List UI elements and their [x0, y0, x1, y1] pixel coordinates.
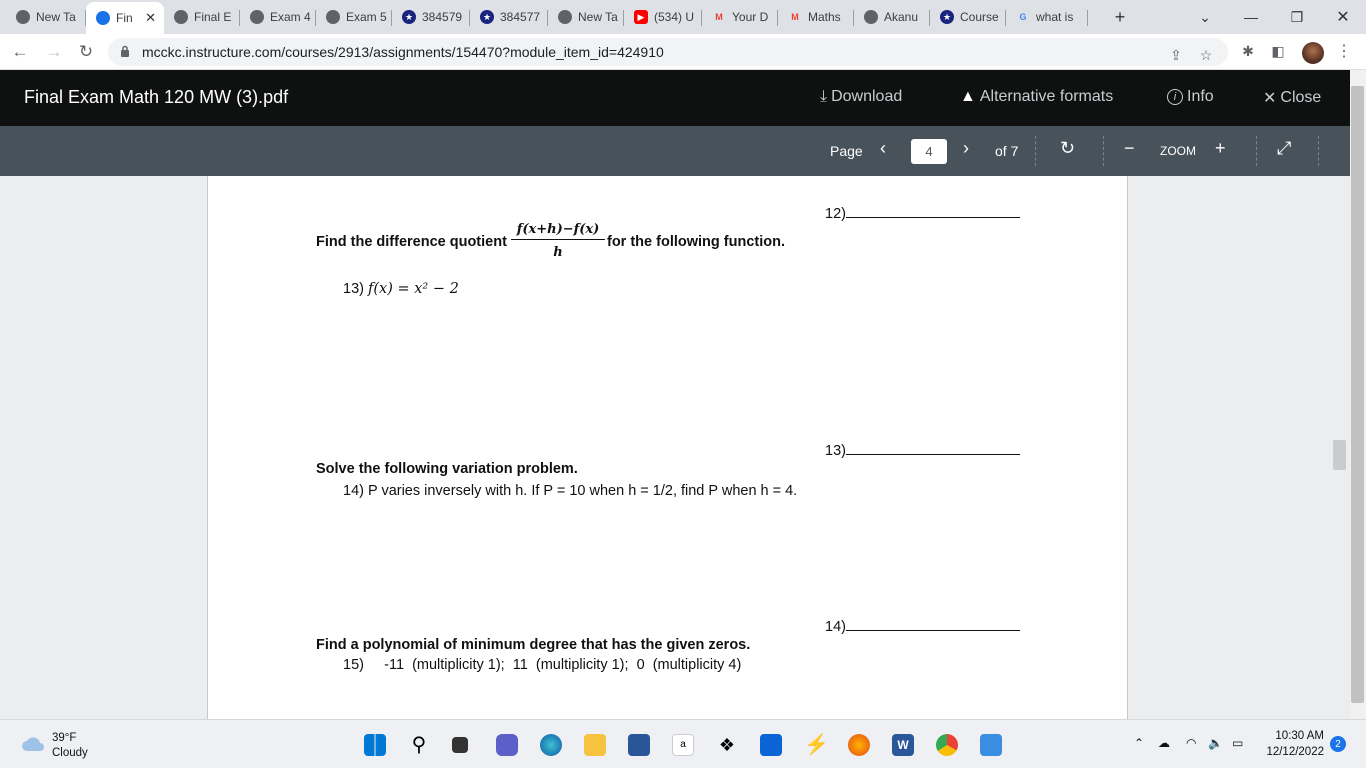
back-icon[interactable]: ←: [11, 42, 29, 61]
clock-date: 12/12/2022: [1266, 746, 1324, 758]
tab-7[interactable]: [548, 4, 624, 30]
info-label: Info: [1187, 88, 1214, 105]
search-icon[interactable]: ⚲: [411, 734, 427, 756]
close-window-button[interactable]: ✕: [1336, 9, 1350, 26]
document-title: Final Exam Math 120 MW (3).pdf: [24, 87, 289, 107]
onedrive-icon[interactable]: ☁: [1158, 736, 1170, 750]
tab-label: 384577: [500, 10, 541, 24]
lock-icon: [120, 45, 130, 57]
weather-condition: Cloudy: [52, 747, 88, 759]
notification-badge[interactable]: 2: [1330, 736, 1346, 752]
close-tab-icon[interactable]: ✕: [145, 10, 156, 25]
star-icon: ★: [480, 10, 494, 24]
store-icon[interactable]: [628, 734, 650, 756]
tab-2[interactable]: [164, 4, 240, 30]
amazon-icon[interactable]: a: [672, 734, 694, 756]
page-scrollbar-thumb[interactable]: [1351, 86, 1364, 703]
dropbox-icon[interactable]: ❖: [718, 735, 736, 755]
reload-icon[interactable]: ↻: [78, 42, 94, 61]
dq-denominator: h: [553, 245, 563, 260]
tab-label: (534) U: [654, 10, 695, 24]
firefox-icon[interactable]: [848, 734, 870, 756]
answer-line-14: [825, 617, 1020, 635]
canvas-icon: [96, 11, 110, 25]
tab-4[interactable]: [316, 4, 392, 30]
next-page-icon[interactable]: ›: [963, 138, 969, 158]
tab-divider: [1087, 10, 1088, 26]
tab-13[interactable]: [1006, 4, 1088, 30]
tab-label: 384579: [422, 10, 463, 24]
url-text: mcckc.instructure.com/courses/2913/assignments/154470?module_item_id=424910: [142, 44, 664, 60]
answer-label-13: 13): [825, 443, 846, 459]
previous-page-icon[interactable]: ‹: [880, 138, 886, 158]
google-icon: G: [1019, 12, 1027, 22]
divider: [1103, 136, 1104, 166]
download-button[interactable]: [820, 88, 902, 106]
edge-icon[interactable]: [540, 734, 562, 756]
share-icon[interactable]: ⇪: [1170, 46, 1182, 63]
globe-icon: [174, 10, 188, 24]
rotate-icon[interactable]: ↻: [1060, 138, 1076, 158]
polynomial-heading: Find a polynomial of minimum degree that has the given zeros.: [316, 637, 751, 653]
fullscreen-icon[interactable]: ⤢: [1277, 138, 1292, 158]
divider: [1318, 136, 1319, 166]
divider: [1035, 136, 1036, 166]
q15-number: 15): [343, 657, 364, 673]
globe-icon: [16, 10, 30, 24]
tab-label: Final E: [194, 10, 232, 24]
download-label: Download: [831, 88, 903, 105]
tab-label: Exam 4: [270, 10, 311, 24]
close-viewer-button[interactable]: [1263, 88, 1321, 108]
tab-12[interactable]: [930, 4, 1006, 30]
profile-avatar[interactable]: [1302, 42, 1324, 64]
viewer-controls: [0, 126, 1350, 176]
tab-3[interactable]: [240, 4, 316, 30]
q14-number: 14): [343, 483, 364, 499]
pdf-page: [207, 176, 1128, 736]
q14-text: P varies inversely with h. If P = 10 when h = 1/2, find P when h = 4.: [368, 483, 798, 499]
answer-label-12: 12): [825, 206, 846, 222]
chrome-icon[interactable]: [936, 734, 958, 756]
weather-widget[interactable]: [52, 731, 88, 761]
page-total: of 7: [995, 143, 1019, 159]
download-icon: ⤓: [820, 88, 828, 105]
question-14: [343, 483, 797, 499]
page-label: Page: [830, 143, 863, 159]
star-icon: ★: [402, 10, 416, 24]
globe-icon: [558, 10, 572, 24]
answer-line-13: [825, 441, 1020, 459]
app-icon[interactable]: ⚡: [804, 734, 829, 756]
dq-tail: for the following function.: [607, 234, 785, 250]
word-icon[interactable]: W: [892, 734, 914, 756]
extensions-icon[interactable]: ✱: [1242, 42, 1254, 59]
clock-time: 10:30 AM: [1275, 730, 1324, 742]
tab-9[interactable]: [702, 4, 778, 30]
side-panel-icon[interactable]: ◧: [1271, 42, 1285, 59]
mail-icon[interactable]: [760, 734, 782, 756]
dq-intro: Find the difference quotient: [316, 234, 507, 250]
volume-icon[interactable]: 🔈: [1208, 736, 1223, 750]
alt-formats-icon: ▲: [960, 88, 976, 105]
globe-icon: [326, 10, 340, 24]
globe-icon: [250, 10, 264, 24]
globe-icon: [864, 10, 878, 24]
tab-label: New Ta: [36, 10, 76, 24]
info-button[interactable]: [1167, 88, 1214, 106]
start-icon[interactable]: [364, 734, 386, 756]
zoom-out-icon[interactable]: −: [1124, 138, 1135, 158]
answer-line-12: [825, 204, 1020, 222]
forward-icon[interactable]: →: [45, 42, 63, 61]
star-icon: ★: [940, 10, 954, 24]
alt-formats-label: Alternative formats: [979, 88, 1114, 105]
answer-label-14: 14): [825, 619, 846, 635]
difference-quotient-heading: [316, 234, 507, 250]
restore-button[interactable]: ❐: [1290, 8, 1304, 25]
q15-text: -11 (multiplicity 1); 11 (multiplicity 1); 0 (multiplicity 4): [384, 657, 742, 673]
tab-label: Akanu: [884, 10, 919, 24]
browser-toolbar: [0, 34, 1366, 70]
tab-1[interactable]: [86, 2, 164, 34]
close-icon: ✕: [1263, 90, 1277, 107]
cloud-icon: [20, 735, 46, 753]
zoom-label: ZOOM: [1160, 144, 1196, 158]
viewer-header: [0, 70, 1350, 126]
photos-icon[interactable]: [980, 734, 1002, 756]
tab-0[interactable]: [6, 4, 86, 30]
tab-label: New Ta: [578, 10, 618, 24]
tab-label: what is: [1036, 10, 1074, 24]
question-13: [343, 281, 459, 297]
page-number-input[interactable]: 4: [911, 139, 947, 164]
tab-label: Your D: [732, 10, 769, 24]
close-label: Close: [1280, 89, 1322, 106]
address-bar[interactable]: [108, 38, 1228, 66]
tab-label: Exam 5: [346, 10, 387, 24]
tab-6[interactable]: [470, 4, 548, 30]
divider: [1256, 136, 1257, 166]
tab-search-icon[interactable]: ⌄: [1199, 8, 1211, 25]
taskbar: [0, 719, 1366, 768]
wifi-icon[interactable]: ◠: [1186, 736, 1197, 750]
q13-expression: f(x) = x² − 2: [368, 281, 459, 297]
weather-temp: 39°F: [52, 732, 77, 744]
zoom-in-icon[interactable]: +: [1215, 138, 1226, 158]
menu-icon[interactable]: ⋮: [1336, 43, 1352, 60]
bookmark-star-icon[interactable]: ☆: [1199, 46, 1213, 63]
gmail-icon: M: [791, 12, 799, 22]
minimize-button[interactable]: —: [1244, 9, 1258, 25]
tab-label: Course: [960, 10, 999, 24]
gmail-icon: M: [715, 12, 723, 22]
tab-strip: [0, 0, 1366, 34]
file-explorer-icon[interactable]: [584, 734, 606, 756]
battery-icon[interactable]: ▭: [1232, 736, 1244, 750]
tray-overflow-icon[interactable]: ⌃: [1134, 736, 1145, 750]
tab-8[interactable]: [624, 4, 702, 30]
tab-label: Fin: [116, 11, 133, 25]
q13-number: 13): [343, 281, 364, 297]
task-view-icon[interactable]: [452, 737, 468, 753]
youtube-icon: ▶: [634, 10, 648, 24]
alternative-formats-button[interactable]: [960, 88, 1113, 106]
pdf-scrollbar-thumb[interactable]: [1333, 440, 1346, 470]
tab-5[interactable]: [392, 4, 470, 30]
clock[interactable]: [1262, 728, 1324, 760]
info-icon: i: [1167, 89, 1183, 105]
tab-label: Maths: [808, 10, 841, 24]
question-15: [343, 657, 741, 673]
tab-11[interactable]: [854, 4, 930, 30]
variation-heading: Solve the following variation problem.: [316, 461, 578, 477]
new-tab-button[interactable]: +: [1114, 6, 1126, 27]
chat-icon[interactable]: [496, 734, 518, 756]
pdf-viewer: [0, 70, 1350, 719]
tab-10[interactable]: [778, 4, 854, 30]
dq-numerator: f(x+h)−f(x): [511, 222, 605, 240]
